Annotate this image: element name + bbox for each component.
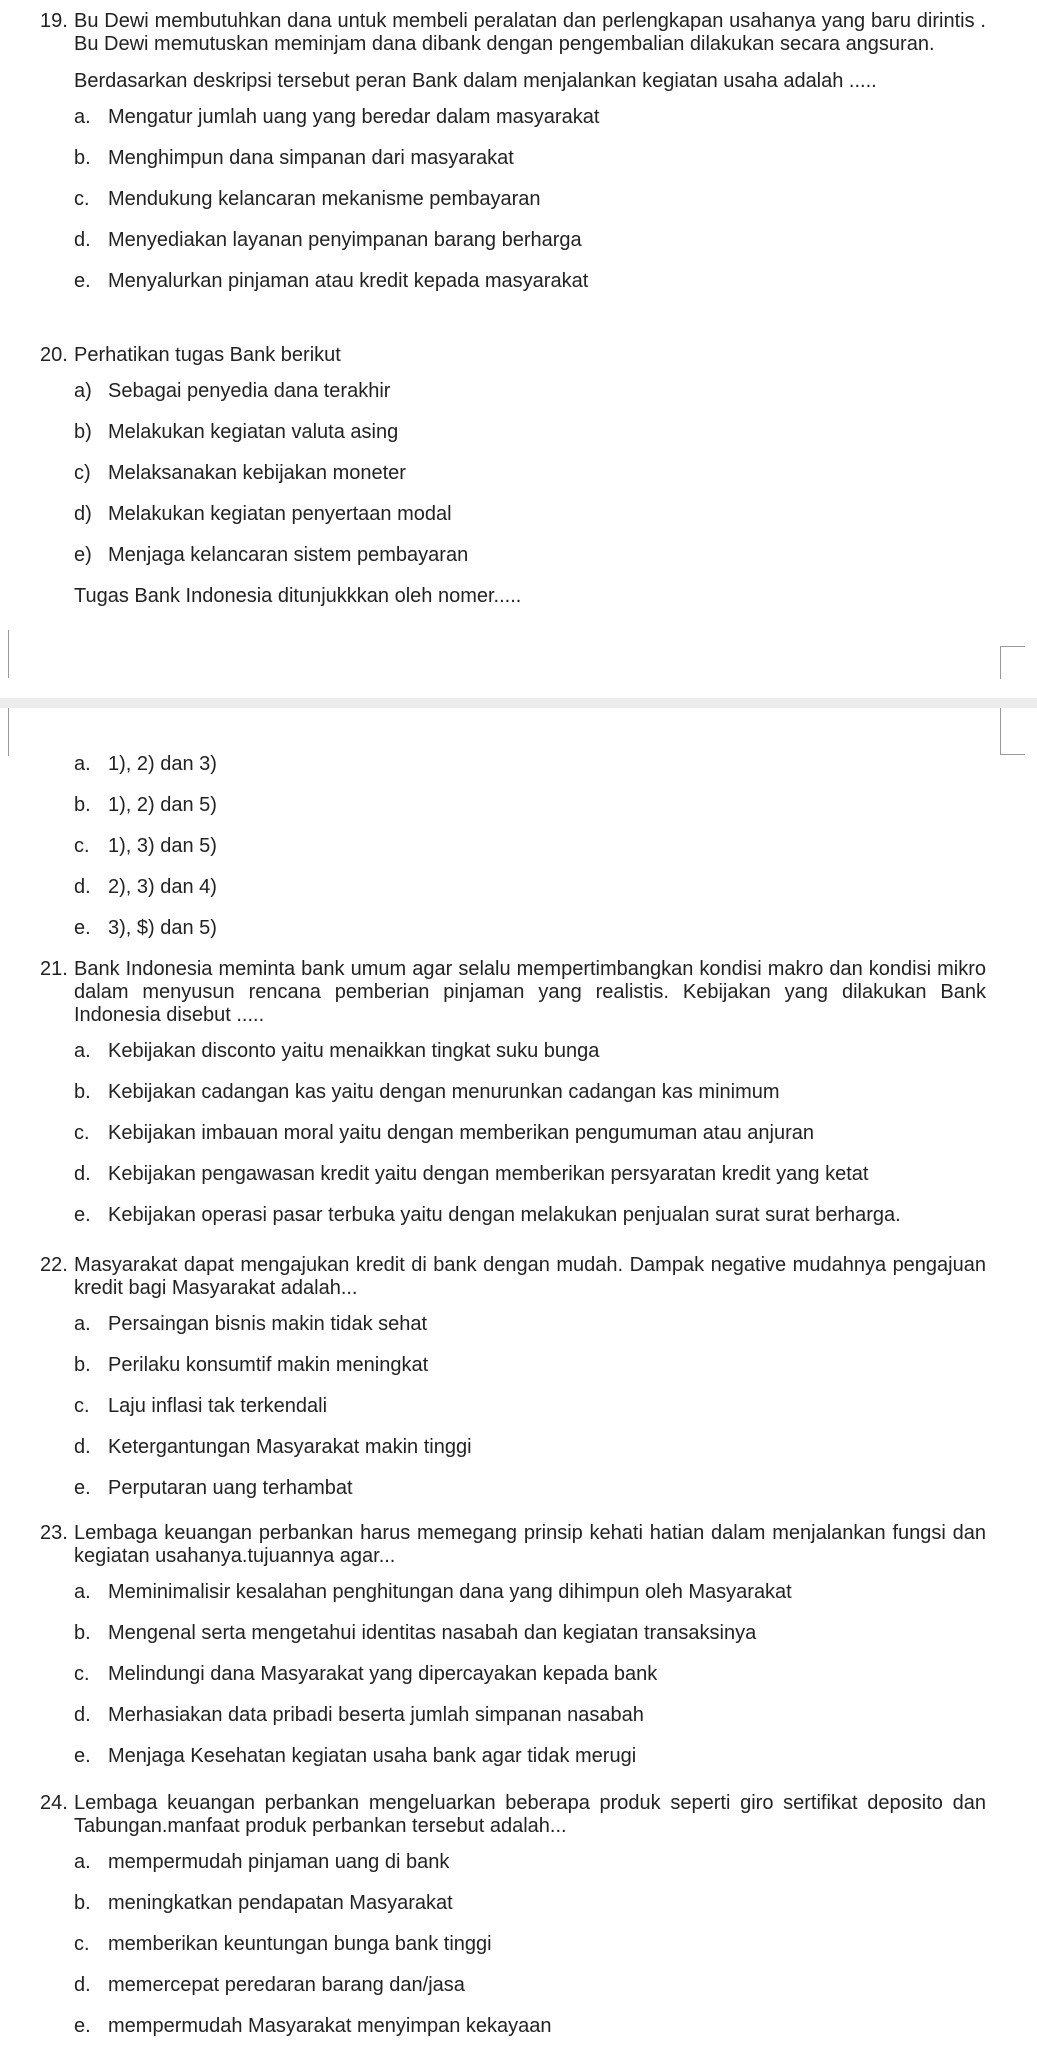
answer-option-d[interactable] xyxy=(74,1961,986,2002)
option-text: Kebijakan operasi pasar terbuka yaitu dengan melakukan penjualan surat surat berharga. xyxy=(108,1204,901,1226)
answer-option-a[interactable] xyxy=(74,740,986,781)
statement-item xyxy=(74,367,986,408)
option-text: Menyalurkan pinjaman atau kredit kepada masyarakat xyxy=(108,270,589,292)
answer-option-a[interactable] xyxy=(74,1568,986,1609)
answer-option-d[interactable] xyxy=(74,863,986,904)
statement-list xyxy=(74,367,986,572)
page-corner-mark xyxy=(1000,646,1025,679)
statement-item xyxy=(74,531,986,572)
option-letter: b. xyxy=(74,147,91,169)
answer-option-c[interactable] xyxy=(74,1650,986,1691)
statement-letter: c) xyxy=(74,462,91,484)
option-text: memercepat peredaran barang dan/jasa xyxy=(108,1974,465,1996)
question-number: 23. xyxy=(40,1522,68,1544)
page-corner-mark xyxy=(0,708,9,756)
answer-option-e[interactable] xyxy=(74,257,986,298)
answer-options xyxy=(74,1300,986,1505)
option-letter: e. xyxy=(74,270,91,292)
option-letter: e. xyxy=(74,917,91,939)
answer-options xyxy=(74,1568,986,1773)
option-letter: b. xyxy=(74,1892,91,1914)
option-letter: a. xyxy=(74,1581,91,1603)
option-letter: b. xyxy=(74,1622,91,1644)
option-letter: c. xyxy=(74,1663,90,1685)
statement-letter: d) xyxy=(74,503,92,525)
question-21 xyxy=(40,958,986,1232)
question-prompt: Tugas Bank Indonesia ditunjukkkan oleh nomer..... xyxy=(74,585,522,607)
answer-options xyxy=(74,93,986,298)
question-19 xyxy=(40,10,986,298)
option-text: 1), 3) dan 5) xyxy=(108,835,217,857)
question-number: 20. xyxy=(40,344,68,366)
option-letter: c. xyxy=(74,1122,90,1144)
question-24 xyxy=(40,1792,986,2043)
option-letter: b. xyxy=(74,1354,91,1376)
statement-letter: e) xyxy=(74,544,92,566)
option-text: Perilaku konsumtif makin meningkat xyxy=(108,1354,429,1376)
document-page-top xyxy=(0,0,1037,698)
option-text: mempermudah Masyarakat menyimpan kekayaan xyxy=(108,2015,552,2037)
option-text: 1), 2) dan 3) xyxy=(108,753,217,775)
answer-option-a[interactable] xyxy=(74,1838,986,1879)
option-text: Merhasiakan data pribadi beserta jumlah simpanan nasabah xyxy=(108,1704,644,1726)
answer-option-b[interactable] xyxy=(74,1068,986,1109)
statement-text: Sebagai penyedia dana terakhir xyxy=(108,380,391,402)
answer-options xyxy=(74,1838,986,2043)
option-text: Kebijakan cadangan kas yaitu dengan menurunkan cadangan kas minimum xyxy=(108,1081,780,1103)
question-number: 24. xyxy=(40,1792,68,1814)
answer-option-e[interactable] xyxy=(74,904,986,945)
question-number: 21. xyxy=(40,958,68,980)
statement-text: Melakukan kegiatan valuta asing xyxy=(108,421,399,443)
question-prompt: Berdasarkan deskripsi tersebut peran Bank dalam menjalankan kegiatan usaha adalah ..... xyxy=(74,70,877,92)
answer-option-e[interactable] xyxy=(74,2002,986,2043)
statement-letter: b) xyxy=(74,421,92,443)
answer-option-b[interactable] xyxy=(74,781,986,822)
option-letter: a. xyxy=(74,106,91,128)
answer-option-a[interactable] xyxy=(74,1027,986,1068)
statement-item xyxy=(74,490,986,531)
answer-option-c[interactable] xyxy=(74,822,986,863)
option-letter: d. xyxy=(74,1163,91,1185)
answer-option-d[interactable] xyxy=(74,1150,986,1191)
option-letter: d. xyxy=(74,229,91,251)
option-letter: d. xyxy=(74,1704,91,1726)
option-letter: c. xyxy=(74,1933,90,1955)
question-text: Bu Dewi membutuhkan dana untuk membeli peralatan dan perlengkapan usahanya yang baru dirintis . Bu Dewi memutuskan meminjam dana dibank dengan pengembalian dilakukan secara angsuran. xyxy=(74,10,986,55)
option-letter: a. xyxy=(74,1851,91,1873)
answer-option-d[interactable] xyxy=(74,1691,986,1732)
question-23 xyxy=(40,1522,986,1773)
option-text: meningkatkan pendapatan Masyarakat xyxy=(108,1892,453,1914)
option-letter: a. xyxy=(74,1040,91,1062)
option-text: Ketergantungan Masyarakat makin tinggi xyxy=(108,1436,472,1458)
statement-item xyxy=(74,449,986,490)
option-text: Menjaga Kesehatan kegiatan usaha bank agar tidak merugi xyxy=(108,1745,637,1767)
option-letter: b. xyxy=(74,1081,91,1103)
option-letter: c. xyxy=(74,835,90,857)
answer-option-e[interactable] xyxy=(74,1191,986,1232)
option-text: Kebijakan pengawasan kredit yaitu dengan memberikan persyaratan kredit yang ketat xyxy=(108,1163,869,1185)
option-text: 2), 3) dan 4) xyxy=(108,876,217,898)
option-letter: d. xyxy=(74,1436,91,1458)
option-text: Kebijakan imbauan moral yaitu dengan memberikan pengumuman atau anjuran xyxy=(108,1122,814,1144)
option-text: Melindungi dana Masyarakat yang dipercayakan kepada bank xyxy=(108,1663,658,1685)
option-text: Menghimpun dana simpanan dari masyarakat xyxy=(108,147,514,169)
document-page-bottom xyxy=(0,708,1037,2055)
answer-option-c[interactable] xyxy=(74,1382,986,1423)
statement-letter: a) xyxy=(74,380,92,402)
page-corner-mark xyxy=(1000,708,1025,755)
option-letter: c. xyxy=(74,1395,90,1417)
option-letter: d. xyxy=(74,876,91,898)
question-20 xyxy=(40,344,986,608)
option-letter: e. xyxy=(74,1745,91,1767)
answer-options xyxy=(74,1027,986,1232)
statement-text: Melaksanakan kebijakan moneter xyxy=(108,462,406,484)
question-text: Bank Indonesia meminta bank umum agar selalu mempertimbangkan kondisi makro dan kondisi mikro dalam menyusun rencana pemberian pinjaman yang realistis. Kebijakan yang dilakukan Bank Indonesia disebut ..... xyxy=(74,958,986,1026)
answer-option-b[interactable] xyxy=(74,1609,986,1650)
option-text: 1), 2) dan 5) xyxy=(108,794,217,816)
option-letter: d. xyxy=(74,1974,91,1996)
answer-option-a[interactable] xyxy=(74,93,986,134)
answer-option-c[interactable] xyxy=(74,1920,986,1961)
option-text: Mengatur jumlah uang yang beredar dalam masyarakat xyxy=(108,106,600,128)
option-text: Meminimalisir kesalahan penghitungan dana yang dihimpun oleh Masyarakat xyxy=(108,1581,792,1603)
page-separator xyxy=(0,698,1037,708)
option-text: Persaingan bisnis makin tidak sehat xyxy=(108,1313,428,1335)
option-text: Kebijakan disconto yaitu menaikkan tingkat suku bunga xyxy=(108,1040,600,1062)
answer-option-a[interactable] xyxy=(74,1300,986,1341)
answer-option-d[interactable] xyxy=(74,1423,986,1464)
question-text: Lembaga keuangan perbankan mengeluarkan beberapa produk seperti giro sertifikat deposito dan Tabungan.manfaat produk perbankan tersebut adalah... xyxy=(74,1792,986,1837)
option-letter: b. xyxy=(74,794,91,816)
option-text: 3), $) dan 5) xyxy=(108,917,217,939)
answer-options xyxy=(74,740,986,945)
answer-option-c[interactable] xyxy=(74,1109,986,1150)
option-letter: a. xyxy=(74,1313,91,1335)
question-text: Masyarakat dapat mengajukan kredit di bank dengan mudah. Dampak negative mudahnya pengajuan kredit bagi Masyarakat adalah... xyxy=(74,1254,986,1299)
answer-option-e[interactable] xyxy=(74,1732,986,1773)
answer-option-d[interactable] xyxy=(74,216,986,257)
option-letter: e. xyxy=(74,2015,91,2037)
question-22 xyxy=(40,1254,986,1505)
option-letter: e. xyxy=(74,1204,91,1226)
answer-option-b[interactable] xyxy=(74,1341,986,1382)
page-corner-mark xyxy=(0,630,9,678)
question-text: Lembaga keuangan perbankan harus memegang prinsip kehati hatian dalam menjalankan fungsi dan kegiatan usahanya.tujuannya agar... xyxy=(74,1522,986,1567)
option-text: memberikan keuntungan bunga bank tinggi xyxy=(108,1933,492,1955)
question-number: 22. xyxy=(40,1254,68,1276)
option-letter: c. xyxy=(74,188,90,210)
option-text: Mengenal serta mengetahui identitas nasabah dan kegiatan transaksinya xyxy=(108,1622,757,1644)
question-20-options xyxy=(40,740,986,945)
option-text: mempermudah pinjaman uang di bank xyxy=(108,1851,450,1873)
answer-option-c[interactable] xyxy=(74,175,986,216)
option-letter: a. xyxy=(74,753,91,775)
option-text: Menyediakan layanan penyimpanan barang berharga xyxy=(108,229,582,251)
statement-text: Melakukan kegiatan penyertaan modal xyxy=(108,503,452,525)
answer-option-b[interactable] xyxy=(74,134,986,175)
statement-item xyxy=(74,408,986,449)
answer-option-b[interactable] xyxy=(74,1879,986,1920)
statement-text: Menjaga kelancaran sistem pembayaran xyxy=(108,544,469,566)
option-text: Perputaran uang terhambat xyxy=(108,1477,353,1499)
option-text: Laju inflasi tak terkendali xyxy=(108,1395,328,1417)
question-number: 19. xyxy=(40,10,68,32)
option-text: Mendukung kelancaran mekanisme pembayaran xyxy=(108,188,541,210)
question-text: Perhatikan tugas Bank berikut xyxy=(74,344,341,366)
option-letter: e. xyxy=(74,1477,91,1499)
answer-option-e[interactable] xyxy=(74,1464,986,1505)
